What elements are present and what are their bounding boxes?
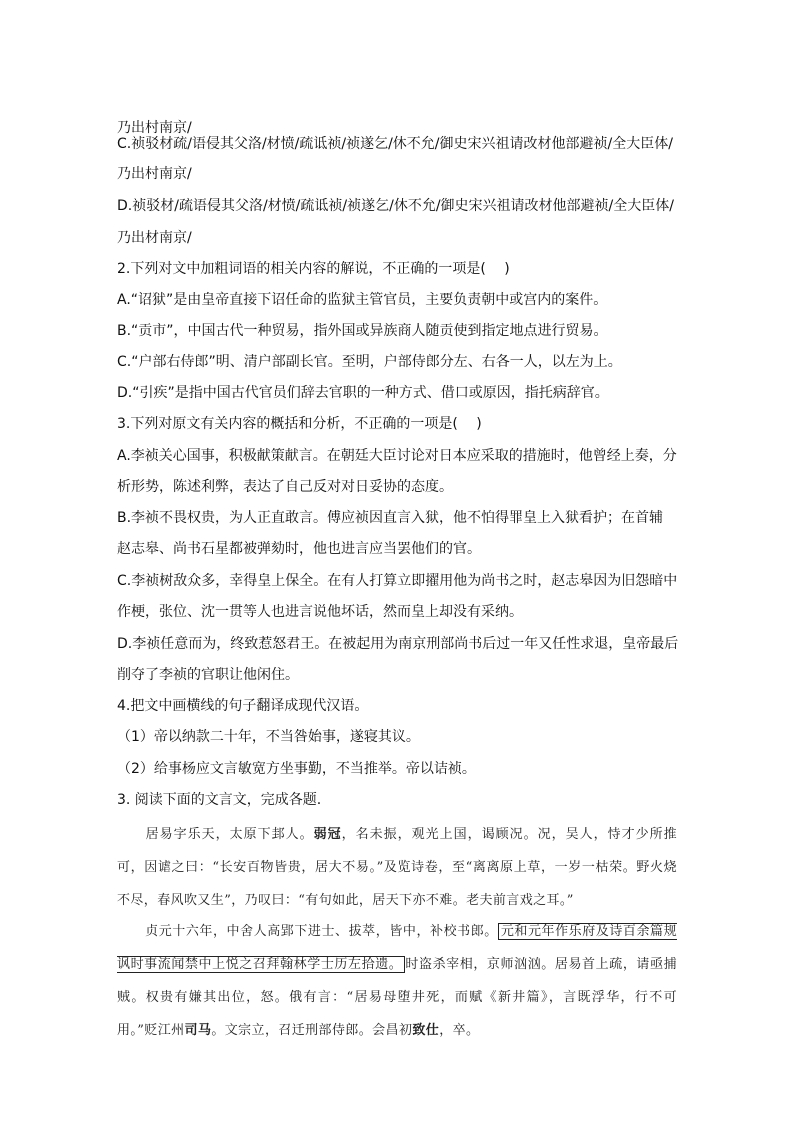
q3-option-a-line2: 析形势，陈述利弊，表达了自己反对对日妥协的态度。: [117, 479, 453, 495]
q1-option-c-line2: 乃出村南京/: [117, 166, 192, 182]
passage-p1-bold-term: 弱冠: [313, 827, 342, 842]
q3-option-b-line1: B.李祯不畏权贵，为人正直敢言。傅应祯因直言入狱，他不怕得罪皇上入狱看护；在首辅: [117, 510, 664, 526]
q2-option-d: D.“引疾”是指中国古代官员们辞去官职的一种方式、借口或原因，指托病辞官。: [117, 385, 609, 401]
passage-p2-bold-term-2: 致仕: [412, 1023, 440, 1038]
q3-option-d-line2: 削夺了李祯的官职让他闲住。: [117, 667, 299, 683]
q1-option-d-line2: 乃出材南京/: [117, 230, 192, 246]
q3-stem: 3.下列对原文有关内容的概括和分析，不正确的一项是( ): [117, 416, 482, 432]
passage-p2-text-e: 。文宗立，召迁刑部侍郎。会昌初: [211, 1023, 413, 1038]
q2-option-c: C.“户部右侍郎”明、清户部副长官。至明，户部侍郎分左、右各一人，以左为上。: [117, 354, 622, 370]
q3-option-c-line2: 作梗，张位、沈一贯等人也进言说他坏话，然而皇上却没有采纳。: [117, 604, 523, 620]
q3-option-d-line1: D.李祯任意而为，终致惹怒君王。在被起用为南京刑部尚书后过一年又任性求退，皇帝最后: [117, 636, 679, 652]
q3-option-b-line2: 赵志皋、尚书石星都被弹劾时，他也进言应当罢他们的官。: [117, 541, 481, 557]
q1-option-d-line1: D.祯驳材/疏语侵其父洛/材愤/疏诋祯/祯遂乞/休不允/御史宋兴祖请改材他部避祯/全大臣体/: [117, 198, 674, 214]
q1-option-b-continued: 乃出村南京/: [117, 120, 192, 136]
passage-boxed-sentence: 元和元年作乐府及诗百余篇规讽时事流闻禁中上悦之召拜翰林学士历左拾遗。: [117, 924, 677, 972]
q2-option-a: A.“诏狱”是由皇帝直接下诏任命的监狱主管官员，主要负责朝中或宫内的案件。: [117, 292, 608, 308]
passage-p2-text-g: ，卒。: [439, 1023, 480, 1038]
q4-stem: 4.把文中画横线的句子翻译成现代汉语。: [117, 698, 369, 714]
passage-p2-text-c: 时盗杀宰相，京师汹汹。居易首上疏，请亟捕贼。权贵有嫌其出位，怒。俄有言：“居易母堕井死，而赋《新井篇》，言既浮华，行不可用。”贬江州: [117, 957, 677, 1038]
q1-option-c-line1: C.祯驳材疏/语侵其父洛/材愤/疏诋祯/祯遂乞/休不允/御史宋兴祖请改材他部避祯/全大臣体/: [117, 136, 673, 152]
passage-p2-bold-term-1: 司马: [184, 1023, 212, 1038]
q4-sentence-2: （2）给事杨应文言敏宽方坐事勤，不当推举。帝以诘祯。: [117, 761, 476, 777]
passage-paragraph-1: [117, 818, 677, 917]
q2-stem: 2.下列对文中加粗词语的相关内容的解说，不正确的一项是( ): [117, 261, 510, 277]
q3-option-a-line1: A.李祯关心国事，积极献策献言。在朝廷大臣讨论对日本应采取的措施时，他曾经上奏，分: [117, 448, 677, 464]
q2-option-b: B.“贡市”，中国古代一种贸易，指外国或异族商人随贡使到指定地点进行贸易。: [117, 323, 608, 339]
q3-option-c-line1: C.李祯树敌众多，幸得皇上保全。在有人打算立即擢用他为尚书之时，赵志皋因为旧怨暗中: [117, 573, 678, 589]
passage-p1-text-a: 居易字乐天，太原下邽人。: [145, 827, 314, 842]
passage-p2-text-a: 贞元十六年，中舍人高郢下进士、拔萃，皆中，补校书郎。: [145, 924, 498, 939]
passage-p1-text-c: ，名未振，观光上国，谒顾况。况，吴人，恃才少所推可，因谑之曰：“长安百物皆贵，居大不易。”及览诗卷，至“离离原上草，一岁一枯荣。野火烧不尽，春风吹又生”，乃叹曰：“有句如此，居天下亦不难。老夫前言戏之耳。”: [117, 827, 677, 908]
q4-sentence-1: （1）帝以纳款二十年，不当咎始事，遂寝其议。: [117, 729, 420, 745]
section3-title: 3. 阅读下面的文言文，完成各题.: [117, 792, 322, 808]
passage-paragraph-2: [117, 915, 677, 1047]
